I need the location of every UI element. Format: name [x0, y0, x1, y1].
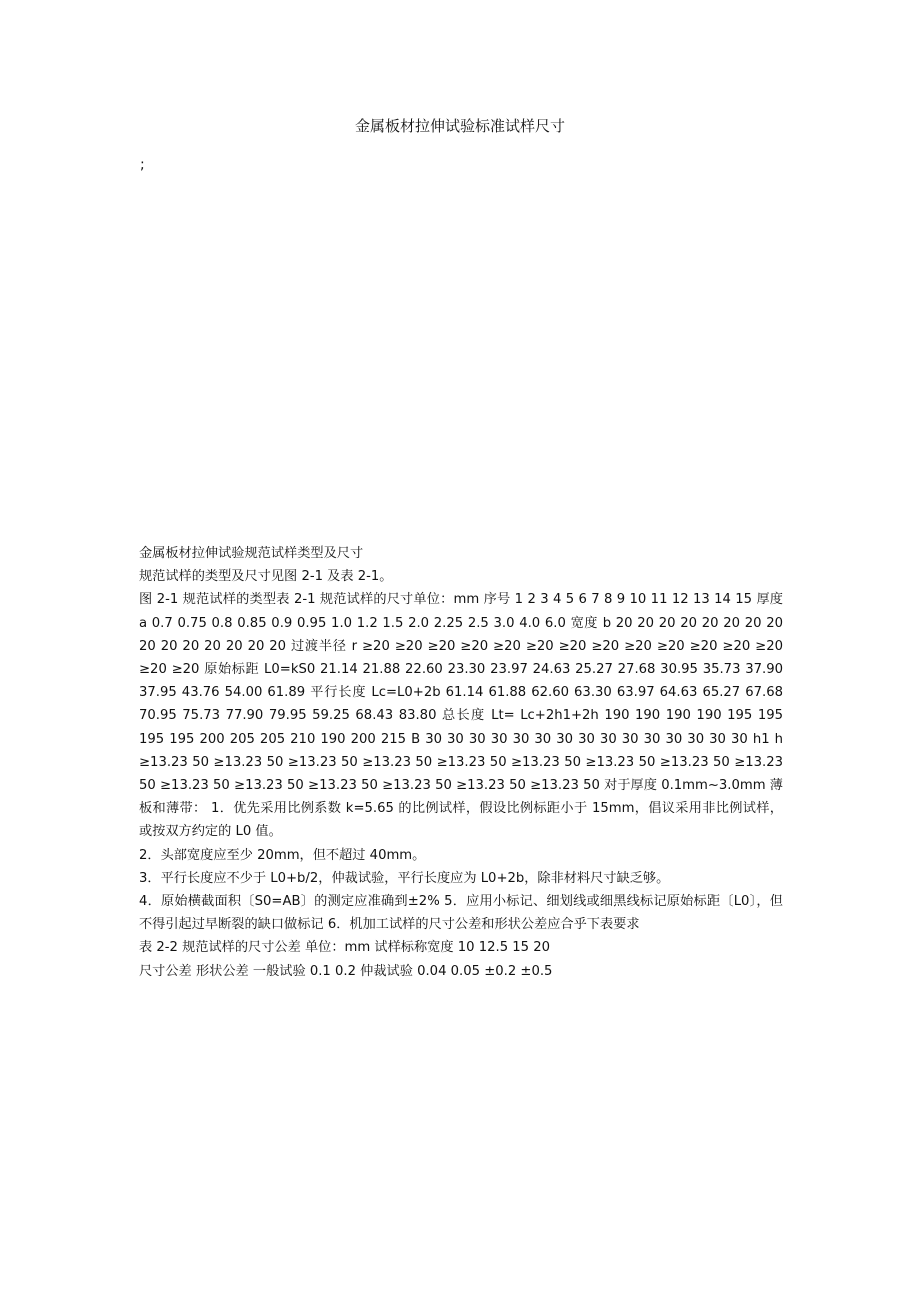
- paragraph-table-2-2-header: 表 2-2 规范试样的尺寸公差 单位：mm 试样标称宽度 10 12.5 15 20: [139, 940, 551, 956]
- page-title: 金属板材拉伸试验标准试样尺寸: [354, 117, 565, 135]
- stray-semicolon: ;: [140, 157, 145, 173]
- paragraph-intro: 规范试样的类型及尺寸见图 2-1 及表 2-1。: [139, 569, 393, 585]
- section-heading: 金属板材拉伸试验规范试样类型及尺寸: [139, 546, 364, 561]
- paragraph-note-2: 2．头部宽度应至少 20mm，但不超过 40mm。: [139, 847, 426, 863]
- paragraph-note-4-6: 4．原始横截面积〔S0=AB〕的测定应准确到±2% 5．应用小标记、细划线或细黑线标记原始标距〔L0〕，但不得引起过早断裂的缺口做标记 6．机加工试样的尺寸公差和形状公差应合乎下表要求: [139, 894, 783, 933]
- paragraph-table-2-1: 图 2-1 规范试样的类型表 2-1 规范试样的尺寸单位：mm 序号 1 2 3 4 5 6 7 8 9 10 11 12 13 14 15 厚度 a 0.7 0.75 0.8 0.85 0.9 0.95 1.0 1.2 1.5 2.0 2.25 2.5 3.0 4.0 6.0 宽度 b 20 20 20 20 20 20 20 20 20 20 20 20 20 20 20 过渡半径 r ≥20 ≥20 ≥20 ≥20 ≥20 ≥20 ≥20 ≥20 ≥20 ≥20 ≥20 ≥20 ≥20 ≥20 ≥20 原始标距 L0=kS0 21.14 21.88 22.60 23.30 23.97 24.63 25.27 27.68 30.95 35.73 37.90 37.95 43.76 54.00 61.89 平行长度 Lc=L0+2b 61.14 61.88 62.60 63.30 63.97 64.63 65.27 67.68 70.95 75.73 77.90 79.95 59.25 68.43 83.80 总长度 Lt= Lc+2h1+2h 190 190 190 190 195 195 195 195 200 205 205 210 190 200 215 B 30 30 30 30 30 30 30 30 30 30 30 30 30 30 30 h1 h ≥13.23 50 ≥13.23 50 ≥13.23 50 ≥13.23 50 ≥13.23 50 ≥13.23 50 ≥13.23 50 ≥13.23 50 ≥13.23 50 ≥13.23 50 ≥13.23 50 ≥13.23 50 ≥13.23 50 ≥13.23 50 ≥13.23 50 对于厚度 0.1mm~3.0mm 薄板和薄带： 1．优先采用比例系数 k=5.65 的比例试样，假设比例标距小于 15mm，倡议采用非比例试样， 或按双方约定的 L0 值。: [139, 592, 783, 840]
- document-body: [139, 542, 783, 983]
- paragraph-table-2-2-values: 尺寸公差 形状公差 一般试验 0.1 0.2 仲裁试验 0.04 0.05 ±0.2 ±0.5: [139, 963, 553, 979]
- paragraph-note-3: 3．平行长度应不少于 L0+b/2，仲裁试验，平行长度应为 L0+2b，除非材料尺寸缺乏够。: [139, 870, 670, 886]
